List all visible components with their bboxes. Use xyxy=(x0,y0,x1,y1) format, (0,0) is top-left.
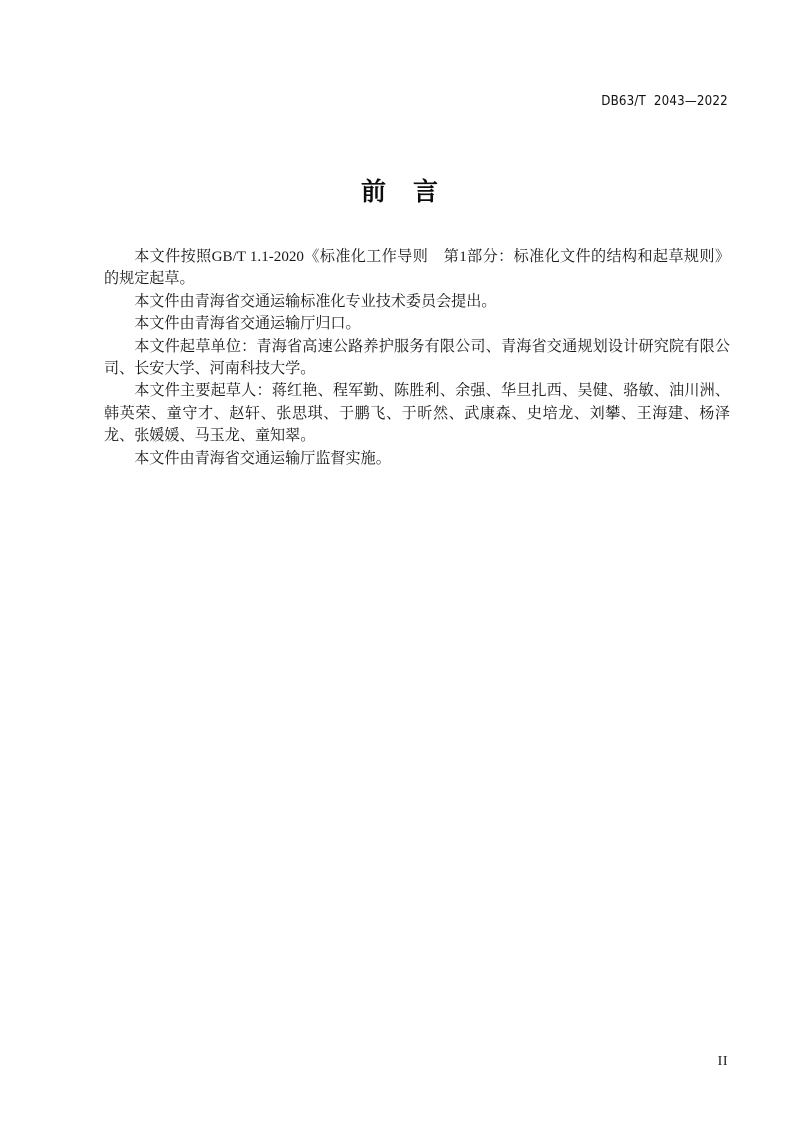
foreword-paragraph-4: 本文件起草单位：青海省高速公路养护服务有限公司、青海省交通规划设计研究院有限公司、长安大学、河南科技大学。 xyxy=(104,338,730,378)
foreword-paragraph-5: 本文件主要起草人：蒋红艳、程军勤、陈胜利、余强、华旦扎西、吴健、骆敏、油川洲、韩英荣、童守才、赵轩、张思琪、于鹏飞、于昕然、武康森、史培龙、刘攀、王海建、杨泽龙、张媛媛、马玉龙、童知翠。 xyxy=(104,383,730,445)
page-title: 前 言 xyxy=(360,177,439,206)
foreword-body xyxy=(104,246,730,470)
foreword-paragraph-2: 本文件由青海省交通运输标准化专业技术委员会提出。 xyxy=(134,293,497,310)
foreword-paragraph-3: 本文件由青海省交通运输厅归口。 xyxy=(134,316,361,333)
foreword-paragraph-6: 本文件由青海省交通运输厅监督实施。 xyxy=(134,450,391,467)
running-header xyxy=(72,92,728,112)
foreword-paragraph-1: 本文件按照GB/T 1.1-2020《标准化工作导则 第1部分：标准化文件的结构和起草规则》的规定起草。 xyxy=(104,249,730,288)
standard-number: DB63/T 2043—2022 xyxy=(601,93,728,109)
running-footer xyxy=(72,1052,728,1070)
page-number: II xyxy=(717,1054,728,1069)
